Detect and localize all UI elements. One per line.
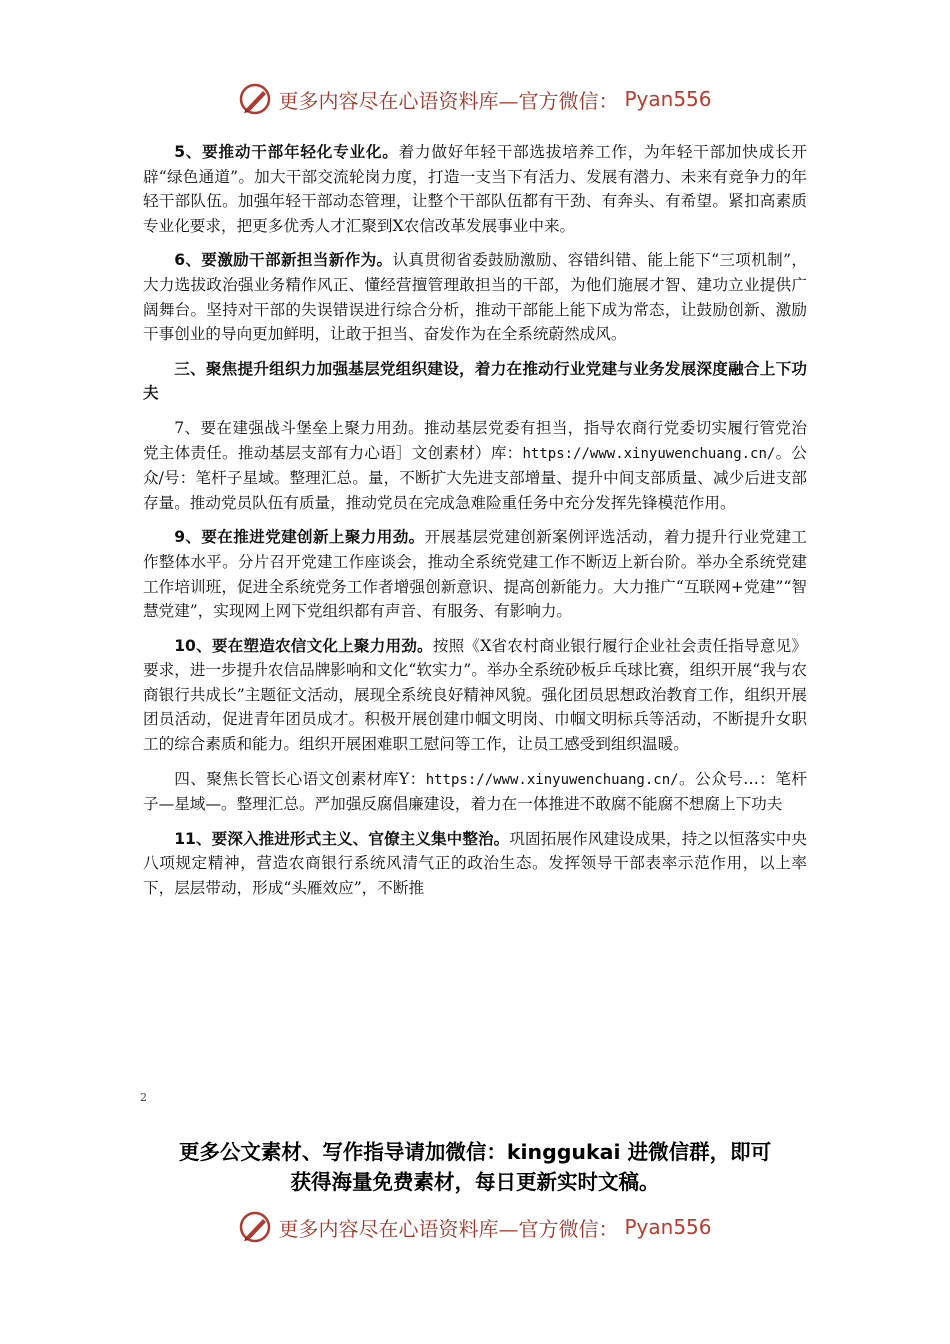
section-heading-4-text-b: 。公众号…：笔杆子—星域—。整理汇总。严加强反腐倡廉建设，着力在一体推进不敢腐不能腐不想腐上下功夫 xyxy=(143,769,807,814)
footer-banner xyxy=(0,1210,950,1244)
section-heading-4-url: https://www.xinyuwenchuang.cn/ xyxy=(425,771,679,788)
section-heading-3: 三、聚焦提升组织力加强基层党组织建设，着力在推动行业党建与业务发展深度融合上下功夫 xyxy=(143,359,807,403)
paragraph-9 xyxy=(143,525,807,623)
paragraph-6-body: 认真贯彻省委鼓励激励、容错纠错、能上能下“三项机制”，大力选拔政治强业务精作风正、懂经营擅管理敢担当的干部，为他们施展才智、建功立业提供广阔舞台。坚持对干部的失误错误进行综合分析，推动干部能上能下成为常态，让鼓励创新、激励干事创业的导向更加鲜明，让敢于担当、奋发作为在全系统蔚然成风。 xyxy=(143,251,807,344)
banner-wechat-id: Pyan556 xyxy=(624,1215,712,1239)
paragraph-9-body: 开展基层党建创新案例评选活动，着力提升行业党建工作整体水平。分片召开党建工作座谈会，推动全系统党建工作不断迈上新台阶。举办全系统党建工作培训班，促进全系统党务工作者增强创新意识、提高创新能力。大力推广“互联网+党建”“智慧党建”，实现网上网下党组织都有声音、有服务、有影响力。 xyxy=(143,528,807,621)
paragraph-10-lead: 10、要在塑造农信文化上聚力用劲。 xyxy=(174,636,433,655)
paragraph-11-body: 巩固拓展作风建设成果，持之以恒落实中央八项规定精神，营造农商银行系统风清气正的政治生态。发挥领导干部表率示范作用，以上率下，层层带动，形成“头雁效应”，不断推 xyxy=(143,829,807,898)
paragraph-6-lead: 6、要激励干部新担当新作为。 xyxy=(174,251,393,270)
paragraph-11-lead: 11、要深入推进形式主义、官僚主义集中整治。 xyxy=(174,829,510,848)
promo-notice xyxy=(100,1137,850,1197)
banner-text: 更多内容尽在心语资料库—官方微信： xyxy=(278,1216,619,1241)
document-body xyxy=(143,140,807,911)
promo-line-1: 更多公文素材、写作指导请加微信：kinggukai 进微信群，即可 xyxy=(178,1140,772,1164)
pen-logo-icon xyxy=(238,1210,272,1244)
paragraph-11 xyxy=(143,827,807,901)
section-heading-4-text-a: 四、聚焦长管长心语文创素材库Y： xyxy=(174,769,426,788)
promo-line-2: 获得海量免费素材，每日更新实时文稿。 xyxy=(290,1170,660,1194)
pen-logo-icon xyxy=(238,82,272,116)
paragraph-9-lead: 9、要在推进党建创新上聚力用劲。 xyxy=(174,528,425,547)
banner-wechat-id: Pyan556 xyxy=(624,87,712,111)
paragraph-7 xyxy=(143,416,807,515)
paragraph-5-lead: 5、要推动干部年轻化专业化。 xyxy=(174,143,399,161)
paragraph-7-text-b: 。公众/号：笔杆子星域。整理汇总。量，不断扩大先进支部增量、提升中间支部质量、减少后进支部存量。推动党员队伍有质量，推动党员在完成急难险重任务中充分发挥先锋模范作用。 xyxy=(143,443,807,512)
banner-text: 更多内容尽在心语资料库—官方微信： xyxy=(278,88,619,113)
paragraph-10-body: 按照《X省农村商业银行履行企业社会责任指导意见》要求，进一步提升农信品牌影响和文化“软实力”。举办全系统砂板乒乓球比赛，组织开展“我与农商银行共成长”主题征文活动，展现全系统良好精神风貌。强化团员思想政治教育工作，组织开展团员活动，促进青年团员成才。积极开展创建巾帼文明岗、巾帼文明标兵等活动，不断提升女职工的综合素质和能力。组织开展困难职工慰问等工作，让员工感受到组织温暖。 xyxy=(143,636,808,754)
header-banner xyxy=(0,82,950,116)
paragraph-7-url: https://www.xinyuwenchuang.cn/ xyxy=(522,445,776,462)
paragraph-5-body: 着力做好年轻干部选拔培养工作，为年轻干部加快成长开辟“绿色通道”。加大干部交流轮岗力度，打造一支当下有活力、发展有潜力、未来有竞争力的年轻干部队伍。加强年轻干部动态管理，让整个干部队伍都有干劲、有奔头、有希望。紧扣高素质专业化要求，把更多优秀人才汇聚到X农信改革发展事业中来。 xyxy=(143,143,807,235)
page-number: 2 xyxy=(140,1091,147,1104)
paragraph-6 xyxy=(143,248,807,346)
paragraph-5 xyxy=(143,140,807,238)
paragraph-7-text-a: 7、要在建强战斗堡垒上聚力用劲。推动基层党委有担当，指导农商行党委切实履行管党治党主体责任。推动基层支部有力心语］文创素材）库： xyxy=(143,418,807,462)
paragraph-10 xyxy=(143,634,807,757)
section-heading-4 xyxy=(143,767,807,817)
